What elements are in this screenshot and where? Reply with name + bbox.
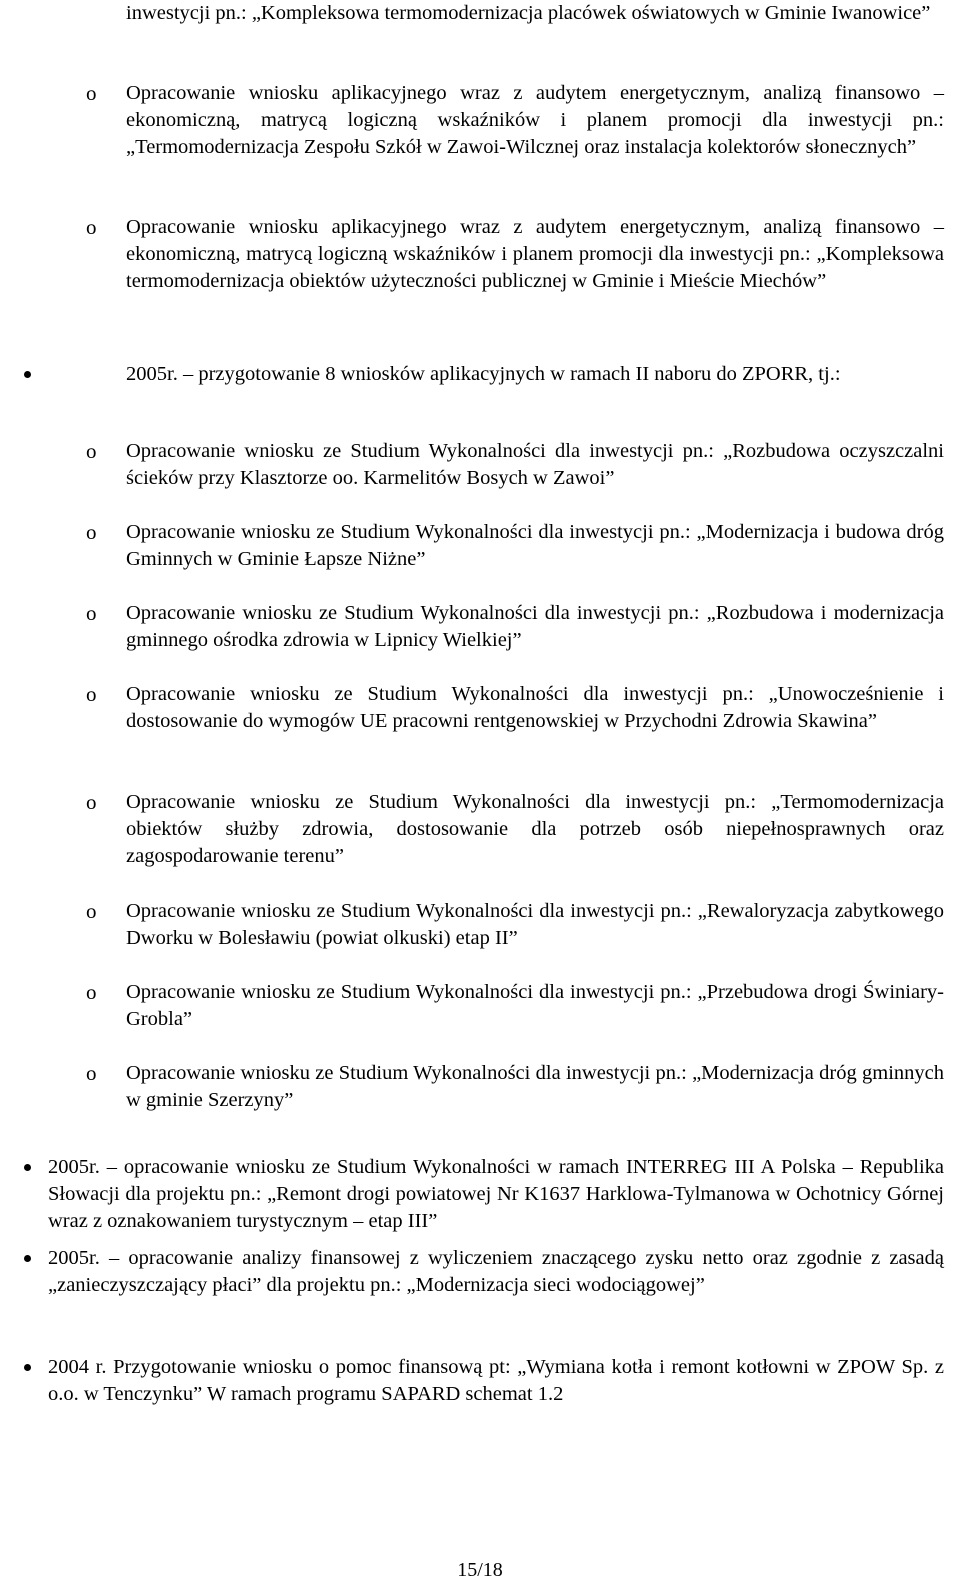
- sub-bullet-marker: o: [86, 790, 97, 814]
- sub-list-item: Opracowanie wniosku ze Studium Wykonalności dla inwestycji pn.: „Rewaloryzacja zabytkowego Dworku w Bolesławiu (powiat olkuski) etap II”: [126, 900, 944, 949]
- sub-list-item: Opracowanie wniosku ze Studium Wykonalności dla inwestycji pn.: „Modernizacja dróg gminnych w gminie Szerzyny”: [126, 1062, 944, 1111]
- list-item-continuation: inwestycji pn.: „Kompleksowa termomodernizacja placówek oświatowych w Gminie Iwanowice”: [126, 2, 931, 24]
- list-item: 2005r. – opracowanie analizy finansowej z wyliczeniem znaczącego zysku netto oraz zgodnie z zasadą „zanieczyszczający płaci” dla projektu pn.: „Modernizacja sieci wodociągowej”: [48, 1247, 944, 1296]
- sub-bullet-marker: o: [86, 899, 97, 923]
- bullet-dot: [24, 1164, 31, 1171]
- bullet-dot: [24, 1364, 31, 1371]
- sub-bullet-marker: o: [86, 81, 97, 105]
- sub-list-item: Opracowanie wniosku ze Studium Wykonalności dla inwestycji pn.: „Przebudowa drogi Świniary-Grobla”: [126, 981, 944, 1030]
- sub-bullet-marker: o: [86, 439, 97, 463]
- sub-list-item: Opracowanie wniosku ze Studium Wykonalności dla inwestycji pn.: „Rozbudowa i modernizacja gminnego ośrodka zdrowia w Lipnicy Wielkiej”: [126, 602, 944, 651]
- page-number: 15/18: [457, 1559, 503, 1581]
- sub-bullet-marker: o: [86, 601, 97, 625]
- list-item: 2004 r. Przygotowanie wniosku o pomoc finansową pt: „Wymiana kotła i remont kotłowni w ZPOW Sp. z o.o. w Tenczynku” W ramach programu SAPARD schemat 1.2: [48, 1356, 944, 1405]
- sub-bullet-marker: o: [86, 215, 97, 239]
- sub-list-item: Opracowanie wniosku ze Studium Wykonalności dla inwestycji pn.: „Rozbudowa oczyszczalni ścieków przy Klasztorze oo. Karmelitów Bosych w Zawoi”: [126, 440, 944, 489]
- sub-bullet-marker: o: [86, 1061, 97, 1085]
- list-item: 2005r. – opracowanie wniosku ze Studium Wykonalności w ramach INTERREG III A Polska – Republika Słowacji dla projektu pn.: „Remont drogi powiatowej Nr K1637 Harklowa-Tylmanowa w Ochotnicy Górnej wraz z oznakowaniem turystycznym – etap III”: [48, 1156, 944, 1232]
- sub-list-item: Opracowanie wniosku ze Studium Wykonalności dla inwestycji pn.: „Modernizacja i budowa dróg Gminnych w Gminie Łapsze Niżne”: [126, 521, 944, 570]
- sub-list-item: Opracowanie wniosku ze Studium Wykonalności dla inwestycji pn.: „Termomodernizacja obiektów służby zdrowia, dostosowanie dla potrzeb osób niepełnosprawnych oraz zagospodarowanie terenu”: [126, 791, 944, 867]
- bullet-dot: [24, 1255, 31, 1262]
- sub-bullet-marker: o: [86, 682, 97, 706]
- bullet-dot: [24, 371, 31, 378]
- sub-list-item: Opracowanie wniosku ze Studium Wykonalności dla inwestycji pn.: „Unowocześnienie i dostosowanie do wymogów UE pracowni rentgenowskiej w Przychodni Zdrowia Skawina”: [126, 683, 944, 732]
- sub-list-item: Opracowanie wniosku aplikacyjnego wraz z audytem energetycznym, analizą finansowo – ekonomiczną, matrycą logiczną wskaźników i planem promocji dla inwestycji pn.: „Kompleksowa termomodernizacja obiektów użyteczności publicznej w Gminie i Mieście Miechów”: [126, 216, 944, 292]
- sub-list-item: Opracowanie wniosku aplikacyjnego wraz z audytem energetycznym, analizą finansowo – ekonomiczną, matrycą logiczną wskaźników i planem promocji dla inwestycji pn.: „Termomodernizacja Zespołu Szkół w Zawoi-Wilcznej oraz instalacja kolektorów słonecznych”: [126, 82, 944, 158]
- sub-bullet-marker: o: [86, 520, 97, 544]
- list-item: 2005r. – przygotowanie 8 wniosków aplikacyjnych w ramach II naboru do ZPORR, tj.:: [126, 363, 841, 385]
- sub-bullet-marker: o: [86, 980, 97, 1004]
